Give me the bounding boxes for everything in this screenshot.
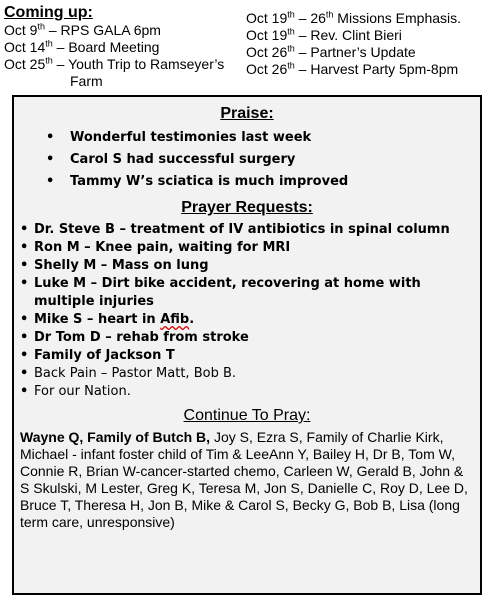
prayer-text: Shelly M – Mass on lung (34, 258, 209, 273)
praise-list (14, 127, 480, 193)
event-date: Oct 9 (4, 22, 38, 38)
prayer-box (12, 95, 482, 595)
continue-to-pray-names: Joy S, Ezra S, Family of Charlie Kirk, Michael - infant foster child of Tim & LeeAnn Y, Bailey H, Dr B, Tom W, Connie R, Brian W-cancer-started chemo, Carleen W, Gerald B, John & S Skulski, M Lester, Greg K, Teresa M, Jon S, Danielle C, Roy D, Lee D, Bruce T, Theresa H, Jon B, Mike & Carol S, Becky G, Bob B, Lisa (long term care, unresponsive) (20, 429, 468, 530)
bullet-icon: • (20, 366, 29, 381)
event-text: Missions Emphasis. (333, 10, 462, 26)
bullet-icon: • (46, 130, 55, 145)
coming-up-left-column (4, 4, 244, 90)
event-text: – Rev. Clint Bieri (294, 27, 402, 43)
prayer-text: . (189, 312, 195, 327)
coming-up-heading: Coming up: (4, 4, 93, 21)
bullet-icon: • (20, 240, 29, 255)
prayer-text: Back Pain – Pastor Matt, Bob B. (34, 366, 237, 381)
prayer-item (14, 311, 480, 329)
praise-item (14, 171, 480, 193)
bullet-icon: • (20, 276, 29, 291)
prayer-item (14, 347, 480, 365)
event-item (246, 61, 502, 78)
continue-to-pray-bold: Wayne Q, Family of Butch B, (20, 429, 211, 445)
event-item (246, 44, 502, 61)
event-text: – Partner’s Update (294, 44, 416, 60)
praise-text: Tammy W’s sciatica is much improved (70, 174, 349, 189)
prayer-item (14, 257, 480, 275)
date-suffix: th (287, 60, 295, 71)
bullet-icon: • (20, 348, 29, 363)
event-date: Oct 14 (4, 39, 46, 55)
praise-text: Carol S had successful surgery (70, 152, 296, 167)
event-text: – Youth Trip to Ramseyer’s (52, 56, 225, 72)
praise-item (14, 149, 480, 171)
event-text: – RPS GALA 6pm (44, 22, 161, 38)
bullet-icon: • (20, 258, 29, 273)
event-continuation: Farm (70, 73, 103, 89)
coming-up-section (0, 4, 502, 92)
event-text: – Harvest Party 5pm-8pm (294, 61, 459, 77)
bullet-icon: • (20, 312, 29, 327)
prayer-text: Family of Jackson T (34, 348, 175, 363)
date-suffix: th (287, 43, 295, 54)
prayer-text: Ron M – Knee pain, waiting for MRI (34, 240, 291, 255)
bullet-icon: • (20, 330, 29, 345)
prayer-item (14, 329, 480, 347)
event-item (246, 27, 502, 44)
bullet-icon: • (46, 174, 55, 189)
prayer-requests-list (14, 221, 480, 401)
bullet-icon: • (46, 152, 55, 167)
date-suffix: th (325, 9, 334, 20)
praise-item (14, 127, 480, 149)
prayer-requests-heading: Prayer Requests: (181, 199, 313, 216)
praise-heading: Praise: (220, 105, 274, 122)
event-date: Oct 25 (4, 56, 46, 72)
prayer-item (14, 239, 480, 257)
event-date: Oct 26 (246, 44, 288, 60)
prayer-text: Mike S – heart in (34, 312, 161, 327)
event-date: Oct 19 (246, 27, 288, 43)
prayer-item (14, 275, 480, 311)
event-item (4, 39, 244, 56)
spellcheck-word: Afib (160, 312, 190, 327)
date-suffix: th (37, 21, 45, 32)
date-suffix: th (287, 9, 295, 20)
prayer-item (14, 383, 480, 401)
event-item (4, 22, 244, 39)
bullet-icon: • (20, 222, 29, 237)
bullet-icon: • (20, 384, 29, 399)
event-text: – Board Meeting (52, 39, 160, 55)
prayer-text: Dr. Steve B – treatment of IV antibiotics in spinal column (34, 222, 450, 237)
date-suffix: th (45, 55, 53, 66)
event-date: Oct 19 (246, 10, 288, 26)
event-item (246, 10, 502, 27)
date-suffix: th (287, 26, 295, 37)
prayer-item (14, 365, 480, 383)
coming-up-right-column (246, 10, 502, 78)
event-text: – 26 (294, 10, 326, 26)
prayer-text: Luke M – Dirt bike accident, recovering at home with multiple injuries (34, 276, 421, 309)
event-item (4, 56, 244, 73)
continue-to-pray-heading: Continue To Pray: (183, 407, 311, 424)
prayer-item (14, 221, 480, 239)
event-date: Oct 26 (246, 61, 288, 77)
continue-to-pray-text (20, 429, 474, 531)
prayer-text: Dr Tom D – rehab from stroke (34, 330, 249, 345)
prayer-text: For our Nation. (34, 384, 131, 399)
date-suffix: th (45, 38, 53, 49)
praise-text: Wonderful testimonies last week (70, 130, 312, 145)
